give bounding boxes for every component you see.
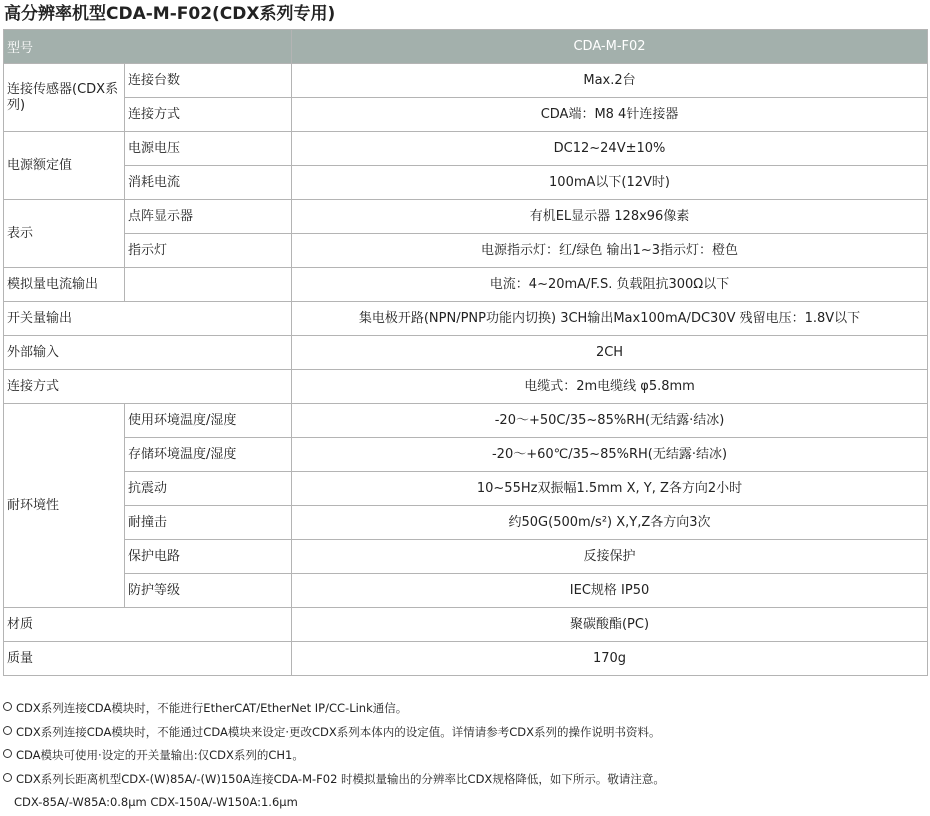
row-value: -20～+50C/35~85%RH(无结露·结冰): [292, 404, 928, 438]
table-row: [4, 472, 928, 506]
page-title: 高分辨率机型CDA-M-F02(CDX系列专用): [4, 4, 336, 24]
table-row: [4, 370, 928, 404]
note-item: [3, 698, 923, 722]
row-label: 电源电压: [125, 132, 292, 166]
notes-list: [3, 698, 923, 816]
row-value: Max.2台: [292, 64, 928, 98]
table-row: [4, 438, 928, 472]
note-text: CDX系列连接CDA模块时，不能通过CDA模块来设定·更改CDX系列本体内的设定值。详情请参考CDX系列的操作说明书资料。: [16, 724, 661, 739]
row-value: 170g: [292, 642, 928, 676]
table-row: [4, 200, 928, 234]
group-material: 材质: [4, 608, 292, 642]
table-row: [4, 234, 928, 268]
row-value: DC12~24V±10%: [292, 132, 928, 166]
group-ext-input: 外部输入: [4, 336, 292, 370]
row-value: 10~55Hz双振幅1.5mm X, Y, Z各方向2小时: [292, 472, 928, 506]
row-value: 集电极开路(NPN/PNP功能内切换) 3CH输出Max100mA/DC30V 残留电压：1.8V以下: [292, 302, 928, 336]
header-model-label: 型号: [4, 30, 292, 64]
table-row: [4, 336, 928, 370]
row-label: 点阵显示器: [125, 200, 292, 234]
note-text: CDX系列连接CDA模块时，不能进行EtherCAT/EtherNet IP/CC-Link通信。: [16, 701, 408, 715]
group-display: 表示: [4, 200, 125, 268]
table-row: [4, 302, 928, 336]
row-value: 有机EL显示器 128x96像素: [292, 200, 928, 234]
row-value: IEC规格 IP50: [292, 574, 928, 608]
group-switch: 开关量输出: [4, 302, 292, 336]
row-label: 抗震动: [125, 472, 292, 506]
row-value: 聚碳酸酯(PC): [292, 608, 928, 642]
note-sub-item: CDX-85A/-W85A:0.8μm CDX-150A/-W150A:1.6μm: [14, 795, 298, 809]
group-power: 电源额定值: [4, 132, 125, 200]
row-label: 保护电路: [125, 540, 292, 574]
row-label: 使用环境温度/湿度: [125, 404, 292, 438]
group-analog: 模拟量电流输出: [4, 268, 125, 302]
circle-bullet-icon: [3, 749, 12, 758]
row-label-empty: [125, 268, 292, 302]
table-row: [4, 166, 928, 200]
table-row: [4, 574, 928, 608]
table-header-row: [4, 30, 928, 64]
header-model-value: CDA-M-F02: [292, 30, 928, 64]
row-value: 反接保护: [292, 540, 928, 574]
row-value: 约50G(500m/s²) X,Y,Z各方向3次: [292, 506, 928, 540]
note-item: [3, 745, 923, 769]
row-value: -20～+60℃/35~85%RH(无结露·结冰): [292, 438, 928, 472]
table-row: [4, 642, 928, 676]
row-label: 指示灯: [125, 234, 292, 268]
table-row: [4, 608, 928, 642]
circle-bullet-icon: [3, 702, 12, 711]
row-value: 电缆式：2m电缆线 φ5.8mm: [292, 370, 928, 404]
row-value: 100mA以下(12V时): [292, 166, 928, 200]
row-label: 连接台数: [125, 64, 292, 98]
row-value: 电流：4~20mA/F.S. 负载阻抗300Ω以下: [292, 268, 928, 302]
group-connection: 连接方式: [4, 370, 292, 404]
row-label: 存储环境温度/湿度: [125, 438, 292, 472]
note-text: CDX系列长距离机型CDX-(W)85A/-(W)150A连接CDA-M-F02 时模拟量输出的分辨率比CDX规格降低，如下所示。敬请注意。: [16, 771, 665, 786]
row-value: 电源指示灯：红/绿色 输出1~3指示灯：橙色: [292, 234, 928, 268]
row-value: 2CH: [292, 336, 928, 370]
row-label: 耐撞击: [125, 506, 292, 540]
circle-bullet-icon: [3, 726, 12, 735]
row-label: 连接方式: [125, 98, 292, 132]
row-value: CDA端：M8 4针连接器: [292, 98, 928, 132]
note-text: CDA模块可使用·设定的开关量输出:仅CDX系列的CH1。: [16, 748, 304, 762]
circle-bullet-icon: [3, 773, 12, 782]
group-environment: 耐环境性: [4, 404, 125, 608]
table-row: [4, 404, 928, 438]
table-row: [4, 268, 928, 302]
group-mass: 质量: [4, 642, 292, 676]
note-item: [3, 769, 923, 793]
table-row: [4, 540, 928, 574]
row-label: 防护等级: [125, 574, 292, 608]
table-row: [4, 64, 928, 98]
table-row: [4, 506, 928, 540]
table-row: [4, 98, 928, 132]
group-sensor: 连接传感器(CDX系列): [4, 64, 125, 132]
note-item: [3, 722, 923, 746]
table-row: [4, 132, 928, 166]
row-label: 消耗电流: [125, 166, 292, 200]
spec-table: [3, 29, 928, 676]
